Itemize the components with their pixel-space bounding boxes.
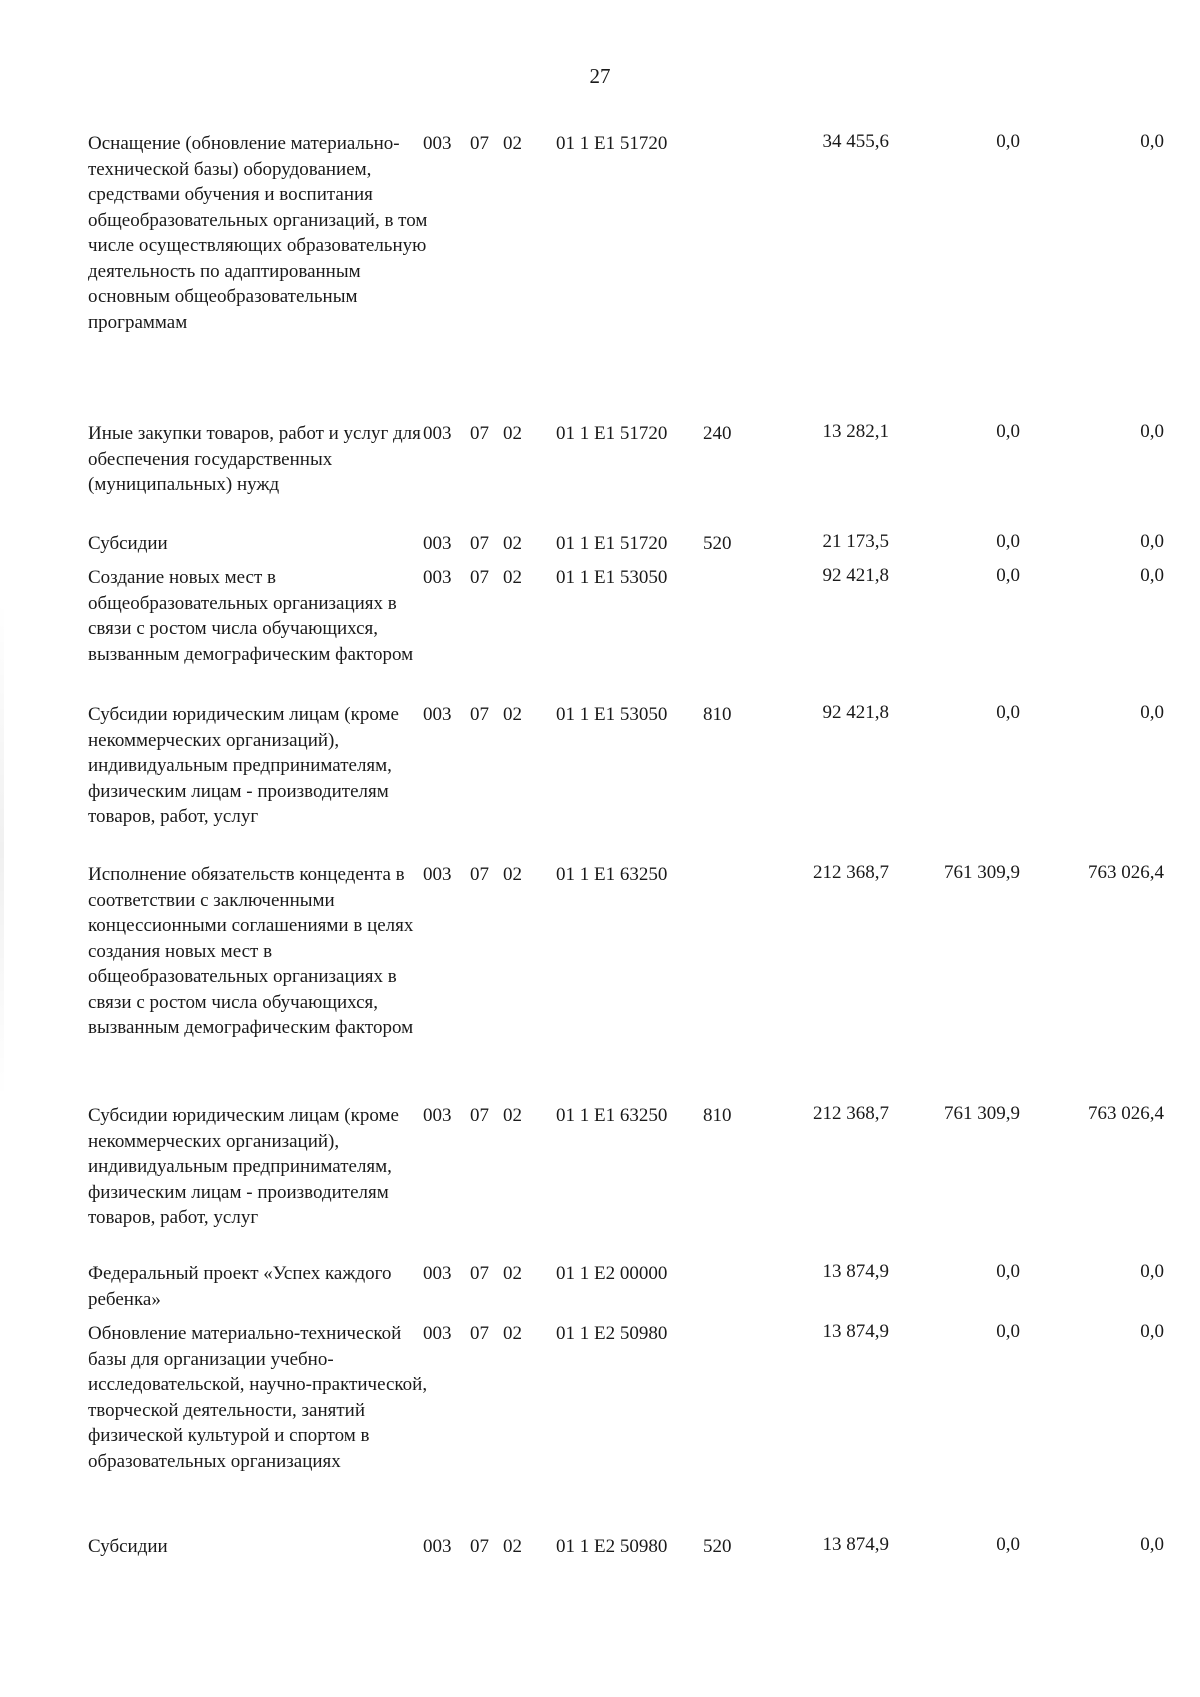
row-subsection-code: 02 [503,133,522,154]
row-amount-1: 13 874,9 [822,1321,889,1342]
row-description: Оснащение (обновление материально-технической базы) оборудованием, средствами обучения и воспитания общеобразовательных организаций, в том числе осуществляющих образовательную деятельность по адаптированным основным общеобразовательным программам [88,133,428,333]
row-description: Обновление материально-технической базы для организации учебно-исследовательской, научно-практической, творческой деятельности, занятий физической культурой и спортом в образовательных организациях [88,1323,428,1472]
row-target-code: 01 1 E2 50980 [556,1323,668,1344]
row-expense-type: 240 [703,423,732,444]
row-description: Иные закупки товаров, работ и услуг для обеспечения государственных (муниципальных) нужд [88,423,421,495]
row-description: Создание новых мест в общеобразовательных организациях в связи с ростом числа обучающихся, вызванным демографическим фактором [88,567,414,665]
row-description: Федеральный проект «Успех каждого ребенка» [88,1263,392,1310]
row-expense-type: 520 [703,533,732,554]
row-target-code: 01 1 E1 63250 [556,864,668,885]
row-ministry-code: 003 [423,1323,452,1344]
row-ministry-code: 003 [423,567,452,588]
row-amount-3: 763 026,4 [1088,862,1164,883]
row-section-code: 07 [470,1105,489,1126]
row-section-code: 07 [470,423,489,444]
row-section-code: 07 [470,1263,489,1284]
row-ministry-code: 003 [423,133,452,154]
row-amount-2: 0,0 [996,1534,1020,1555]
row-subsection-code: 02 [503,704,522,725]
row-ministry-code: 003 [423,423,452,444]
row-expense-type: 810 [703,704,732,725]
row-ministry-code: 003 [423,1105,452,1126]
row-amount-1: 21 173,5 [822,531,889,552]
row-amount-3: 0,0 [1140,1534,1164,1555]
row-amount-3: 0,0 [1140,531,1164,552]
row-description: Субсидии юридическим лицам (кроме некоммерческих организаций), индивидуальным предпринимателям, физическим лицам - производителям товаров, работ, услуг [88,704,399,827]
row-amount-2: 0,0 [996,421,1020,442]
row-section-code: 07 [470,704,489,725]
row-section-code: 07 [470,133,489,154]
row-subsection-code: 02 [503,1263,522,1284]
row-subsection-code: 02 [503,567,522,588]
row-ministry-code: 003 [423,1263,452,1284]
row-section-code: 07 [470,567,489,588]
row-amount-3: 0,0 [1140,131,1164,152]
row-amount-2: 0,0 [996,531,1020,552]
row-target-code: 01 1 E2 00000 [556,1263,668,1284]
row-amount-1: 13 874,9 [822,1534,889,1555]
row-target-code: 01 1 E1 51720 [556,423,668,444]
row-amount-2: 0,0 [996,1321,1020,1342]
row-amount-2: 761 309,9 [944,1103,1020,1124]
row-ministry-code: 003 [423,1536,452,1557]
row-target-code: 01 1 E1 51720 [556,533,668,554]
row-ministry-code: 003 [423,704,452,725]
row-section-code: 07 [470,1323,489,1344]
row-description: Субсидии [88,1536,168,1557]
row-subsection-code: 02 [503,1323,522,1344]
row-subsection-code: 02 [503,1105,522,1126]
row-amount-2: 0,0 [996,702,1020,723]
row-description: Субсидии юридическим лицам (кроме некоммерческих организаций), индивидуальным предпринимателям, физическим лицам - производителям товаров, работ, услуг [88,1105,399,1228]
row-amount-1: 92 421,8 [822,565,889,586]
row-amount-3: 0,0 [1140,565,1164,586]
row-target-code: 01 1 E1 53050 [556,704,668,725]
row-expense-type: 520 [703,1536,732,1557]
row-description: Исполнение обязательств концедента в соответствии с заключенными концессионными соглашениями в целях создания новых мест в общеобразовательных организациях в связи с ростом числа обучающихся, вызванным демографическим фактором [88,864,414,1038]
row-target-code: 01 1 E1 53050 [556,567,668,588]
row-subsection-code: 02 [503,533,522,554]
row-ministry-code: 003 [423,533,452,554]
row-amount-1: 34 455,6 [822,131,889,152]
row-amount-1: 13 282,1 [822,421,889,442]
row-amount-3: 763 026,4 [1088,1103,1164,1124]
row-section-code: 07 [470,533,489,554]
row-amount-3: 0,0 [1140,702,1164,723]
row-subsection-code: 02 [503,423,522,444]
row-description: Субсидии [88,533,168,554]
row-amount-2: 0,0 [996,131,1020,152]
row-section-code: 07 [470,1536,489,1557]
row-amount-1: 13 874,9 [822,1261,889,1282]
row-amount-3: 0,0 [1140,1321,1164,1342]
row-section-code: 07 [470,864,489,885]
row-amount-2: 0,0 [996,565,1020,586]
scan-edge-shadow [0,600,4,1100]
row-amount-1: 212 368,7 [813,1103,889,1124]
row-expense-type: 810 [703,1105,732,1126]
row-subsection-code: 02 [503,864,522,885]
row-amount-2: 0,0 [996,1261,1020,1282]
row-ministry-code: 003 [423,864,452,885]
row-target-code: 01 1 E2 50980 [556,1536,668,1557]
row-amount-3: 0,0 [1140,421,1164,442]
row-amount-2: 761 309,9 [944,862,1020,883]
page-number: 27 [589,64,611,88]
row-target-code: 01 1 E1 63250 [556,1105,668,1126]
row-target-code: 01 1 E1 51720 [556,133,668,154]
row-amount-3: 0,0 [1140,1261,1164,1282]
row-subsection-code: 02 [503,1536,522,1557]
row-amount-1: 92 421,8 [822,702,889,723]
row-amount-1: 212 368,7 [813,862,889,883]
